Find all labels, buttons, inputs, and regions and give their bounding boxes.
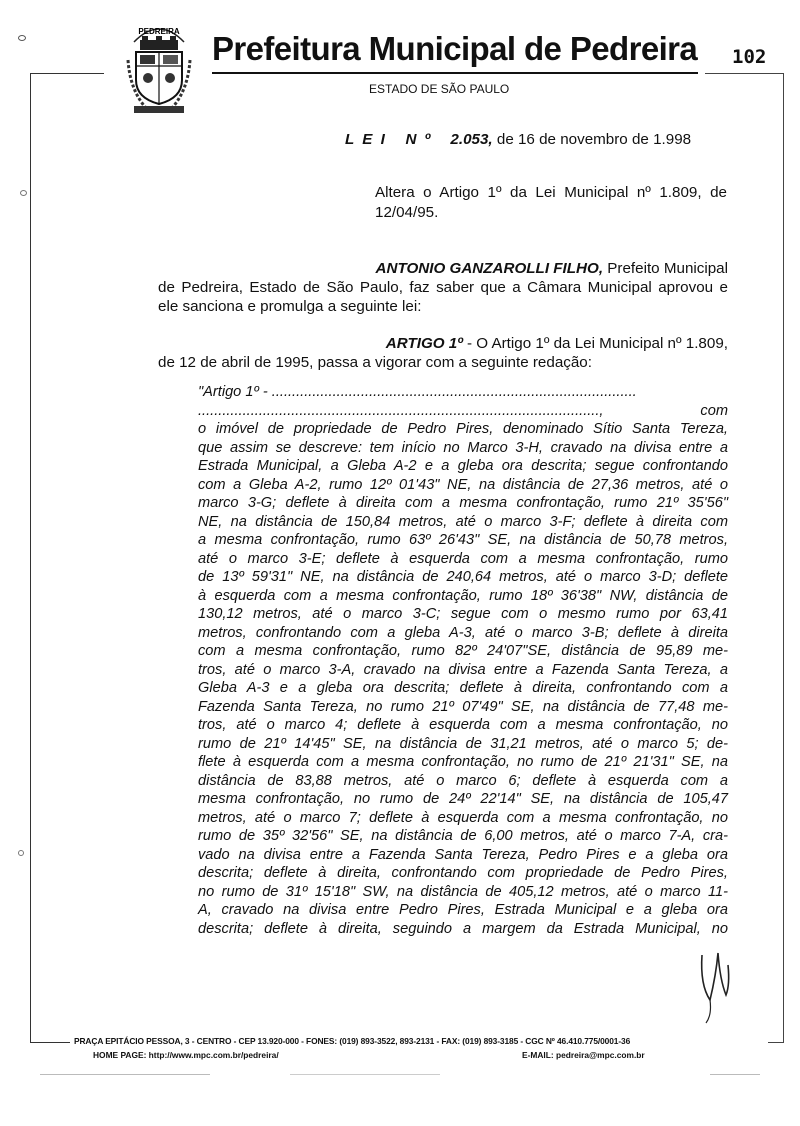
description-line: tros, até o marco 3-A, cravado na divisa entre a Fazenda Santa Tereza, a [198,661,728,678]
state-subtitle: ESTADO DE SÃO PAULO [369,82,510,96]
description-line: descrita; deflete à direita, seguindo a margem da Estrada Municipal, no [198,920,728,937]
frame-line [783,73,784,1043]
description-line: com a Gleba A-2, rumo 12º 01'43" NE, na distância de 27,36 metros, até o [198,476,728,493]
article-first-line [158,334,728,353]
article-1 [158,334,728,372]
description-line: Estrada Municipal, a Gleba A-2 e a gleba ora descrita; segue confrontando [198,458,728,474]
intro-paragraph [158,259,728,316]
footer-address: PRAÇA EPITÁCIO PESSOA, 3 - CENTRO - CEP 13.920-000 - FONES: (019) 893-3522, 893-2131 - FAX: (019) 893-3185 - CGC Nº 46.410.775/0001-36 [74,1036,631,1046]
description-line: vado na divisa entre a Fazenda Santa Tereza, Pedro Pires e a gleba ora [198,846,728,863]
frame-line [30,73,104,74]
description-line: descrita; deflete à direita, confrontando com propriedade de Pedro Pires, [198,865,728,881]
description-line: 130,12 metros, até o marco 3-C; segue com o mesmo rumo por 63,41 [198,606,728,622]
intro-line: ele sanciona e promulga a seguinte lei: [158,298,422,315]
intro-text: Prefeito Municipal [603,260,728,277]
intro-first-line [158,259,728,278]
article-text: - O Artigo 1º da Lei Municipal nº 1.809, [462,335,728,352]
description-line: rumo de 35º 32'56" SE, na distância de 6,00 metros, até o marco 7-A, cra- [198,828,728,844]
description-line: metros, confrontando com a gleba A-3, até o marco 3-B; deflete à direita [198,624,728,641]
description-line: Gleba A-3 e a gleba ora descrita; deflete à direita, confrontando com a [198,680,728,696]
description-line: marco 3-G; deflete à direita com a mesma confrontação, rumo 21º 35'56" [198,495,728,511]
municipal-crest-icon [126,20,192,116]
description-line: Fazenda Santa Tereza, no rumo 21º 07'49" SE, na distância de 77,48 me- [198,698,728,715]
description-line: mesma confrontação, no rumo de 24º 22'14" SE, na distância de 105,47 [198,791,728,807]
description-line: flete à esquerda com a mesma confrontação, no rumo de 21º 21'31" SE, na [198,754,728,770]
law-heading [345,130,691,149]
frame-line [30,73,31,1043]
summary-line: 12/04/95. [375,204,439,221]
page-title: Prefeitura Municipal de Pedreira [212,30,698,67]
description-line: com a mesma confrontação, rumo 82º 24'07"SE, distância de 95,89 me- [198,643,728,659]
page-number: 102 [732,46,767,68]
law-label: L E I N º [345,131,433,148]
description-line: distância de 83,88 metros, até o marco 6; deflete à esquerda com a [198,772,728,789]
article-line: de 12 de abril de 1995, passa a vigorar com a seguinte redação: [158,354,592,371]
mayor-name: ANTONIO GANZAROLLI FILHO, [375,260,604,277]
description-line: até o marco 3-E; deflete à esquerda com a mesma confrontação, rumo [198,550,728,567]
scan-mark [18,35,26,41]
description-line: no rumo de 31º 15'18" SW, na distância de 405,12 metros, até o marco 11- [198,883,728,900]
law-number: 2.053, [450,131,493,148]
article-label: ARTIGO 1º [385,335,463,352]
description-line: NE, na distância de 150,84 metros, até o marco 3-F; deflete à direita com [198,513,728,530]
description-line: a mesma confrontação, rumo 63º 26'43" SE, na distância de 50,78 metros, [198,532,728,548]
description-line: o imóvel de propriedade de Pedro Pires, denominado Sítio Santa Tereza, [198,421,728,437]
scan-mark [20,190,27,196]
frame-line [705,73,784,74]
footer-homepage: HOME PAGE: http://www.mpc.com.br/pedreira/ [93,1050,279,1060]
title-underline [212,72,698,74]
property-description [198,383,728,938]
scan-mark [40,1074,210,1075]
description-line: "Artigo 1º - .......................................................................................... [198,384,637,400]
crest-text: PEDREIRA [138,27,180,36]
law-summary [375,183,727,223]
frame-line [768,1042,784,1043]
description-line: rumo de 21º 14'45" SE, na distância de 31,21 metros, até o marco 5; de- [198,735,728,752]
intro-line: de Pedreira, Estado de São Paulo, faz saber que a Câmara Municipal aprovou e [158,279,728,296]
description-line: metros, até o marco 7; deflete à esquerda com a mesma confrontação, no [198,809,728,826]
scan-mark [18,850,24,856]
law-date: de 16 de novembro de 1.998 [492,131,692,148]
scan-mark [290,1074,440,1075]
description-line: de 13º 59'31" NE, na distância de 240,64 metros, até o marco 3-D; deflete [198,569,728,585]
footer-email: E-MAIL: pedreira@mpc.com.br [522,1050,645,1060]
description-line: ..................................................................................................., com [198,402,728,419]
description-line: que assim se descreve: tem início no Marco 3-H, cravado na divisa entre a [198,439,728,456]
description-line: à esquerda com a mesma confrontação, rumo 18º 36'38" NW, distância de [198,587,728,604]
frame-line [30,1042,70,1043]
summary-line: Altera o Artigo 1º da Lei Municipal nº 1.809, de [375,184,727,201]
description-line: A, cravado na divisa entre Pedro Pires, Estrada Municipal e a gleba ora [198,902,728,918]
signature-mark [690,945,740,1025]
scan-mark [710,1074,760,1075]
description-line: tros, até o marco 4; deflete à esquerda com a mesma confrontação, no [198,717,728,733]
